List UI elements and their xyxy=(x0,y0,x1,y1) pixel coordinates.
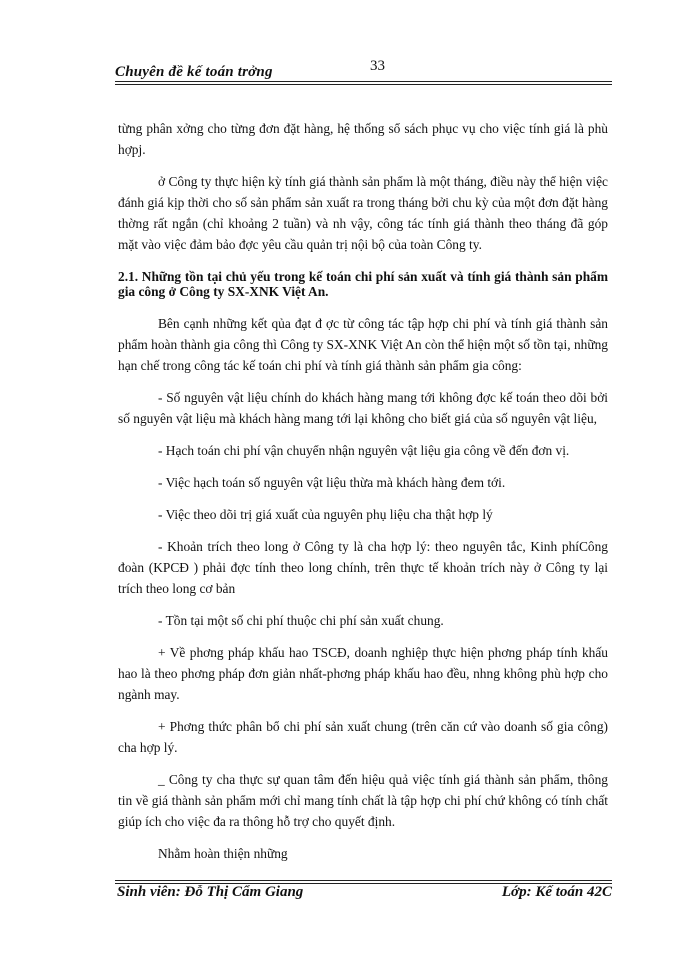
paragraph: từng phân xởng cho từng đơn đặt hàng, hệ thống sổ sách phục vụ cho việc tính giá là phù hợpj. xyxy=(118,121,608,157)
body-text xyxy=(118,118,608,875)
list-item: + Về phơng pháp khấu hao TSCĐ, doanh nghiệp thực hiện phơng pháp tính khấu hao là theo phơng pháp đơn giản nhất-phơng pháp khấu hao đều, nhng không phù hợp cho ngành may. xyxy=(118,645,608,702)
list-item: - Tồn tại một số chi phí thuộc chi phí sản xuất chung. xyxy=(158,613,444,628)
paragraph: ở Công ty thực hiện kỳ tính giá thành sản phẩm là một tháng, điều này thể hiện việc đánh giá kịp thời cho số sản phẩm sản xuất ra trong tháng bởi chu kỳ của một đơn đặt hàng thờng rất ngắn (chỉ khoảng 2 tuần) và nh vậy, công tác tính giá thành theo tháng đã góp mặt vào việc đảm bảo đợc yêu cầu quản trị nội bộ của toàn Công ty. xyxy=(118,174,608,252)
footer-student: Sinh viên: Đỗ Thị Cẩm Giang xyxy=(117,884,304,900)
header-title: Chuyên đề kế toán trởng xyxy=(115,64,273,80)
section-heading: 2.1. Những tồn tại chủ yếu trong kế toán chi phí sản xuất và tính giá thành sản phẩm gia công ở Công ty SX-XNK Việt An. xyxy=(118,269,608,299)
paragraph: Bên cạnh những kết qủa đạt đ ợc từ công tác tập hợp chi phí và tính giá thành sản phẩm hoàn thành gia công thì Công ty SX-XNK Việt An còn thể hiện một số tồn tại, những hạn chế trong công tác kế toán chi phí và tính giá thành sản phẩm gia công: xyxy=(118,316,608,373)
list-item: - Khoản trích theo long ở Công ty là cha hợp lý: theo nguyên tắc, Kinh phíCông đoàn (KPCĐ ) phải đợc tính theo long chính, trên thực tế khoản trích này ở Công ty lại trích theo long cơ bản xyxy=(118,539,608,596)
list-item: _ Công ty cha thực sự quan tâm đến hiệu quả việc tính giá thành sản phẩm, thông tin về giá thành sản phẩm mới chỉ mang tính chất là tập hợp chi phí chứ không có tính chất giúp ích cho việc đa ra thông hỗ trợ cho quyết định. xyxy=(118,772,608,829)
list-item: - Hạch toán chi phí vận chuyển nhận nguyên vật liệu gia công về đến đơn vị. xyxy=(158,443,570,458)
footer-class: Lớp: Kế toán 42C xyxy=(501,884,612,900)
header-rule xyxy=(115,81,612,85)
list-item: - Số nguyên vật liệu chính do khách hàng mang tới không đợc kế toán theo dõi bởi số nguyên vật liệu mà khách hàng mang tới lại không cho biết giá của số nguyên vật liệu, xyxy=(118,390,608,426)
list-item: - Việc hạch toán số nguyên vật liệu thừa mà khách hàng đem tới. xyxy=(158,475,506,490)
paragraph: Nhằm hoàn thiện những xyxy=(158,846,288,861)
list-item: - Việc theo dõi trị giá xuất của nguyên phụ liệu cha thật hợp lý xyxy=(158,507,493,522)
page-number: 33 xyxy=(370,58,385,74)
list-item: + Phơng thức phân bổ chi phí sản xuất chung (trên căn cứ vào doanh số gia công) cha hợp lý. xyxy=(118,719,608,755)
page-footer xyxy=(117,884,612,906)
